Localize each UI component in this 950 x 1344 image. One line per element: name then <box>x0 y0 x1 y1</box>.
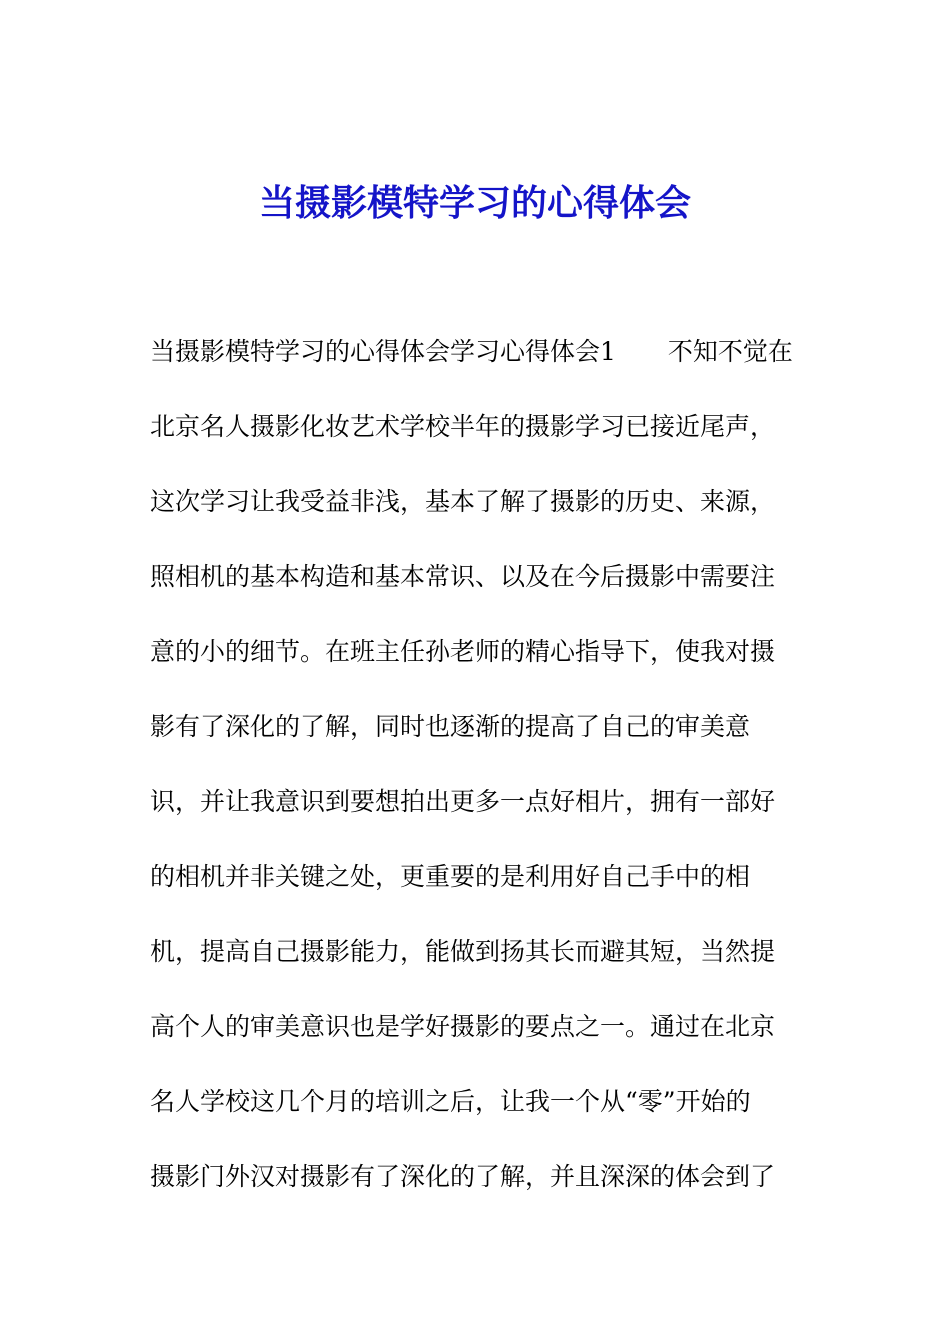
body-line <box>150 322 820 397</box>
body-line: 意的小的细节。在班主任孙老师的精心指导下，使我对摄 <box>150 637 776 666</box>
body-line: 识，并让我意识到要想拍出更多一点好相片，拥有一部好 <box>150 787 776 816</box>
body-line: 照相机的基本构造和基本常识、以及在今后摄影中需要注 <box>150 562 776 591</box>
document-body <box>150 322 820 1222</box>
body-line: 北京名人摄影化妆艺术学校半年的摄影学习已接近尾声， <box>150 412 776 441</box>
body-line: 高个人的审美意识也是学好摄影的要点之一。通过在北京 <box>150 1012 776 1041</box>
body-line: 机，提高自己摄影能力，能做到扬其长而避其短，当然提 <box>150 937 776 966</box>
body-line: 影有了深化的了解，同时也逐渐的提高了自己的审美意 <box>150 712 751 741</box>
body-line: 摄影门外汉对摄影有了深化的了解，并且深深的体会到了 <box>150 1162 776 1191</box>
first-line-rest: 不知不觉在 <box>667 337 793 366</box>
body-line: 名人学校这几个月的培训之后，让我一个从“零”开始的 <box>150 1087 751 1116</box>
first-line-heading: 当摄影模特学习的心得体会学习心得体会1 <box>150 337 616 366</box>
body-line: 这次学习让我受益非浅，基本了解了摄影的历史、来源， <box>150 487 776 516</box>
document-title: 当摄影模特学习的心得体会 <box>258 182 691 224</box>
body-line: 的相机并非关键之处，更重要的是利用好自己手中的相 <box>150 862 751 891</box>
